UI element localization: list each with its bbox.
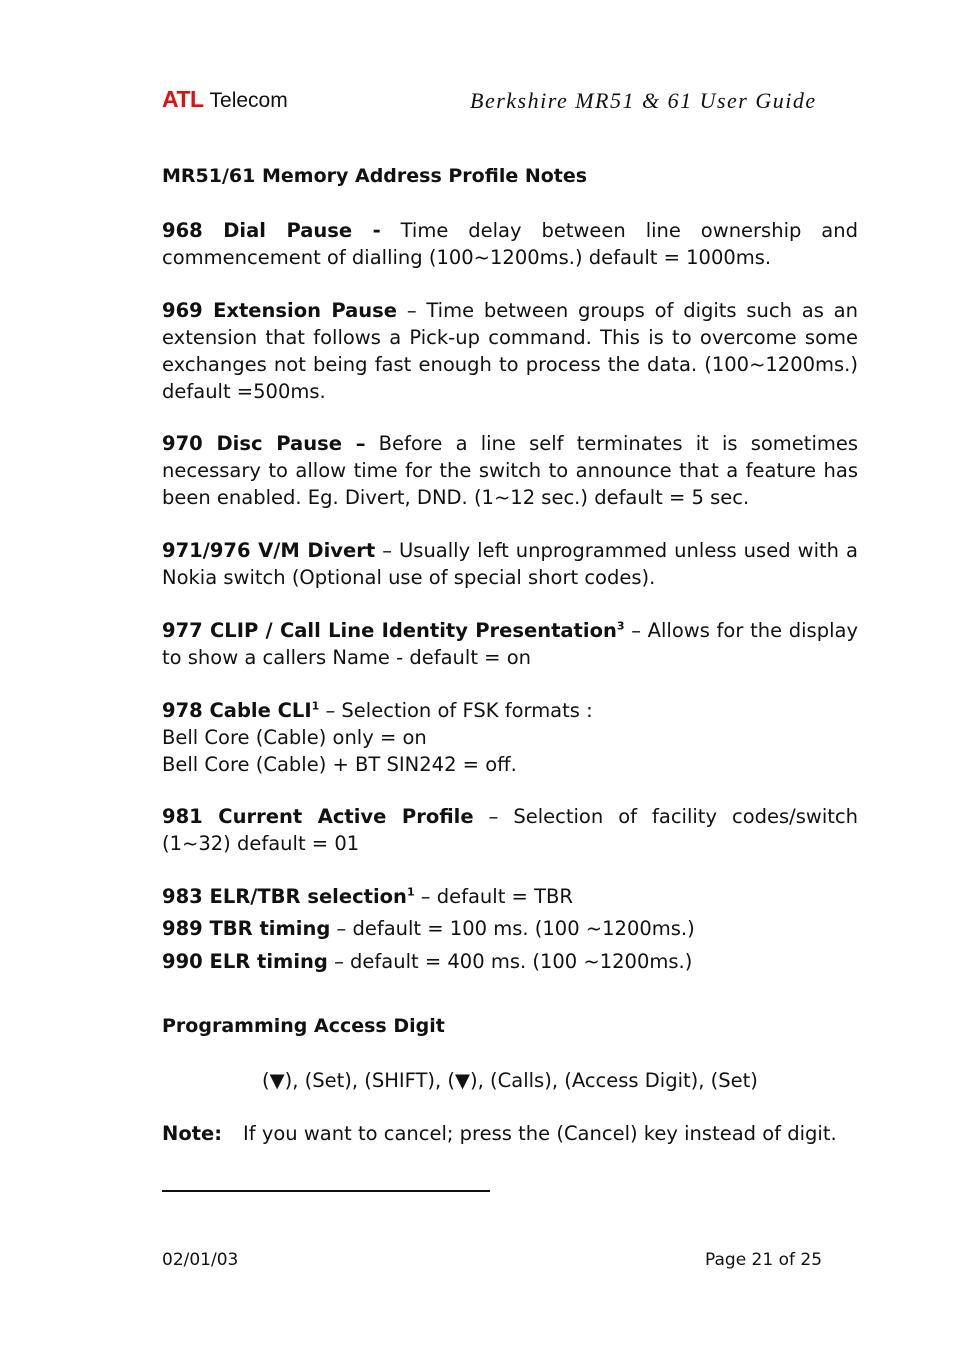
paragraph-978 xyxy=(162,697,858,778)
notes-title: MR51/61 Memory Address Profile Notes xyxy=(162,165,588,187)
paragraph-968 xyxy=(162,217,858,271)
label-968: 968 Dial Pause - xyxy=(162,219,381,242)
header-logo xyxy=(162,86,288,113)
footnote-divider xyxy=(162,1190,490,1192)
footer-date: 02/01/03 xyxy=(162,1250,239,1270)
paragraph-971 xyxy=(162,537,858,591)
programming-title: Programming Access Digit xyxy=(162,1015,445,1037)
paragraph-970 xyxy=(162,430,858,511)
note-text: If you want to cancel; press the (Cancel) key instead of digit. xyxy=(243,1122,837,1145)
programming-sequence: (▼), (Set), (SHIFT), (▼), (Calls), (Access Digit), (Set) xyxy=(262,1069,758,1092)
label-981: 981 Current Active Profile xyxy=(162,805,474,828)
text-977: – Allows for the display to show a callers Name - default = on xyxy=(162,619,859,669)
paragraph-990 xyxy=(162,948,858,975)
paragraph-977 xyxy=(162,617,858,671)
label-990: 990 ELR timing xyxy=(162,950,328,973)
footnote-ref-1: 1 xyxy=(311,699,320,713)
text-981: – Selection of facility codes/switch (1~32) default = 01 xyxy=(162,805,859,855)
footnote-ref-1b: 1 xyxy=(406,885,415,899)
label-978: 978 Cable CLI xyxy=(162,699,312,722)
brand-name: Telecom xyxy=(209,89,288,112)
text-968: Time delay between line ownership and commencement of dialling (100~1200ms.) default = 1000ms. xyxy=(162,219,858,269)
paragraph-969 xyxy=(162,297,858,405)
footnote-ref-3: 3 xyxy=(616,619,625,633)
text-969: – Time between groups of digits such as an extension that follows a Pick-up command. This is to overcome some exchanges not being fast enough to process the data. (100~1200ms.) default =500ms. xyxy=(162,299,858,403)
label-989: 989 TBR timing xyxy=(162,917,331,940)
text-971: – Usually left unprogrammed unless used with a Nokia switch (Optional use of special short codes). xyxy=(162,539,858,589)
text-978-line3: Bell Core (Cable) + BT SIN242 = off. xyxy=(162,753,517,776)
text-978: – Selection of FSK formats : xyxy=(319,699,593,722)
brand-logo: ATL xyxy=(162,86,204,112)
label-971: 971/976 V/M Divert xyxy=(162,539,376,562)
text-983: – default = TBR xyxy=(414,885,573,908)
note xyxy=(162,1122,837,1145)
text-970: Before a line self terminates it is sometimes necessary to allow time for the switch to announce that a feature has been enabled. Eg. Divert, DND. (1~12 sec.) default = 5 sec. xyxy=(162,432,859,509)
guide-title: Berkshire MR51 & 61 User Guide xyxy=(470,88,817,113)
text-990: – default = 400 ms. (100 ~1200ms.) xyxy=(327,950,693,973)
label-970: 970 Disc Pause – xyxy=(162,432,366,455)
text-989: – default = 100 ms. (100 ~1200ms.) xyxy=(330,917,695,940)
label-983: 983 ELR/TBR selection xyxy=(162,885,407,908)
label-977: 977 CLIP / Call Line Identity Presentation xyxy=(162,619,617,642)
paragraph-983 xyxy=(162,883,858,910)
text-978-line2: Bell Core (Cable) only = on xyxy=(162,726,427,749)
note-label: Note: xyxy=(162,1122,223,1145)
footer-page-number: Page 21 of 25 xyxy=(705,1250,823,1270)
label-969: 969 Extension Pause xyxy=(162,299,398,322)
paragraph-989 xyxy=(162,915,858,942)
paragraph-981 xyxy=(162,803,858,857)
